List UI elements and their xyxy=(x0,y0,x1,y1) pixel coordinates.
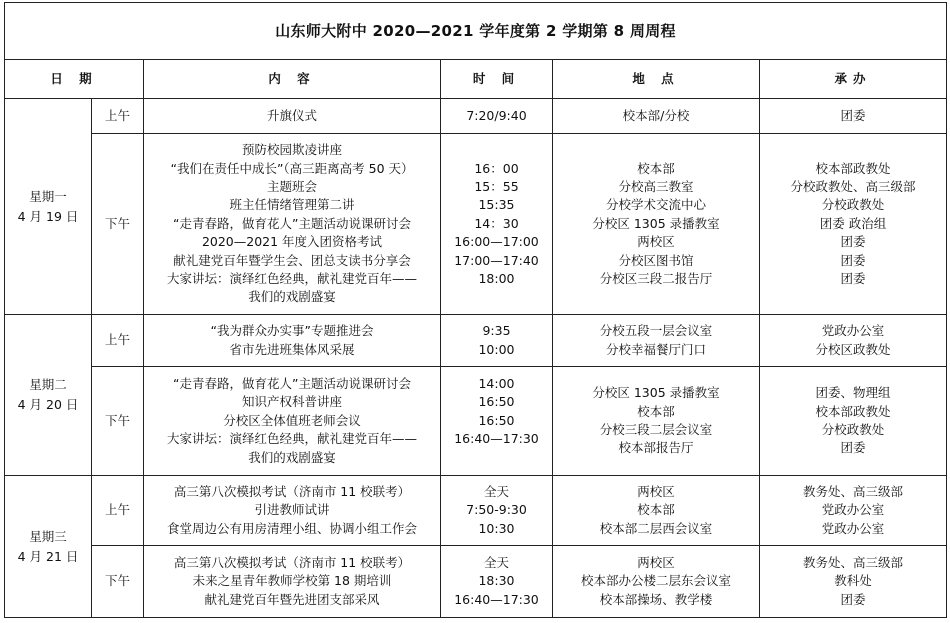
content-cell-line: 班主任情绪管理第二讲 xyxy=(229,197,355,213)
period-label: 上午 xyxy=(92,315,144,367)
host-cell-line: 教务处、高三级部 xyxy=(803,483,904,499)
place-cell-line: 校本部操场、教学楼 xyxy=(599,591,713,607)
host-cell-line: 团委 xyxy=(840,440,866,456)
time-cell-line xyxy=(441,449,552,467)
time-cell-line: 7:20/9:40 xyxy=(466,107,527,123)
time-cell-line: 16:40—17:30 xyxy=(454,591,539,607)
content-cell-line: 省市先进班集体风采展 xyxy=(229,341,355,357)
page-title-text: 山东师大附中 2020—2021 学年度第 2 学期第 8 周周程 xyxy=(275,21,676,40)
host-cell-line: 分校区政教处 xyxy=(815,341,891,357)
host-cell-line: 教科处 xyxy=(834,573,872,589)
schedule-row xyxy=(5,367,947,476)
host-cell xyxy=(760,367,947,476)
time-cell xyxy=(441,546,553,618)
content-cell-line: 主题班会 xyxy=(266,178,317,194)
schedule-row xyxy=(5,315,947,367)
place-cell xyxy=(553,476,760,546)
host-cell-line: 校本部政教处 xyxy=(815,160,891,176)
content-cell-line: 预防校园欺凌讲座 xyxy=(241,142,342,158)
time-cell-line: 15:35 xyxy=(478,197,515,213)
place-cell-line: 校本部 xyxy=(637,502,675,518)
day-name: 星期一 xyxy=(29,188,67,204)
header-date: 日 期 xyxy=(5,60,144,99)
content-cell xyxy=(144,315,441,367)
place-cell-line: 分校幸福餐厅门口 xyxy=(605,341,706,357)
place-cell xyxy=(553,546,760,618)
place-cell-line: 校本部办公楼二层东会议室 xyxy=(580,573,731,589)
content-cell-line: 大家讲坛：演绎红色经典，献礼建党百年—— xyxy=(166,431,417,447)
period-label: 下午 xyxy=(92,134,144,315)
place-cell-line: 分校区 1305 录播教室 xyxy=(592,215,720,231)
content-cell xyxy=(144,134,441,315)
time-cell-line: 全天 xyxy=(483,483,509,499)
time-cell-line: 14:00 xyxy=(478,375,515,391)
place-cell xyxy=(553,134,760,315)
content-cell-line: 我们的戏剧盛宴 xyxy=(248,289,336,305)
time-cell-line: 17:00—17:40 xyxy=(454,252,539,268)
schedule-row xyxy=(5,134,947,315)
schedule-document xyxy=(4,2,946,621)
content-cell-line: 献礼建党百年暨学生会、团总支读书分享会 xyxy=(173,252,411,268)
content-cell xyxy=(144,546,441,618)
host-cell xyxy=(760,476,947,546)
content-cell xyxy=(144,476,441,546)
time-cell xyxy=(441,476,553,546)
header-time: 时 间 xyxy=(441,60,553,99)
time-cell-line: 7:50-9:30 xyxy=(466,502,527,518)
place-cell-line: 校本部 xyxy=(637,403,675,419)
content-cell-line: 食堂周边公有用房清理小组、协调小组工作会 xyxy=(166,520,417,536)
day-cell xyxy=(5,476,92,618)
time-cell-line: 16:50 xyxy=(478,394,515,410)
time-cell xyxy=(441,134,553,315)
content-cell-line: 献礼建党百年暨先进团支部采风 xyxy=(204,591,380,607)
content-cell-line: 分校区全体值班老师会议 xyxy=(223,412,361,428)
time-cell-line: 16：00 xyxy=(474,160,519,176)
time-cell-line: 15：55 xyxy=(474,178,519,194)
place-cell-line: 两校区 xyxy=(637,483,675,499)
time-cell-line: 全天 xyxy=(483,554,509,570)
time-cell-line: 16:50 xyxy=(478,412,515,428)
time-cell xyxy=(441,367,553,476)
content-cell xyxy=(144,367,441,476)
day-name: 星期三 xyxy=(29,528,67,544)
place-cell-line: 校本部 xyxy=(637,160,675,176)
day-date: 4 月 20 日 xyxy=(17,397,79,412)
place-cell-line: 分校区三段二报告厅 xyxy=(599,271,713,287)
content-cell-line: 知识产权科普讲座 xyxy=(241,394,342,410)
content-cell-line: “走青春路，做育花人”主题活动说课研讨会 xyxy=(173,215,411,231)
schedule-row xyxy=(5,99,947,134)
place-cell-line: 两校区 xyxy=(637,554,675,570)
content-cell-line: 2020—2021 年度入团资格考试 xyxy=(201,234,383,250)
day-date: 4 月 21 日 xyxy=(17,548,79,564)
day-cell xyxy=(5,99,92,315)
schedule-table xyxy=(4,2,947,618)
period-label: 下午 xyxy=(92,546,144,618)
time-cell-line: 10:30 xyxy=(478,520,515,536)
place-cell-line: 校本部二层西会议室 xyxy=(599,520,713,536)
day-date: 4 月 19 日 xyxy=(17,208,79,224)
day-cell xyxy=(5,315,92,476)
time-cell-line: 18:00 xyxy=(478,271,515,287)
place-cell-line: 分校五段一层会议室 xyxy=(599,323,713,339)
host-cell-line: 校本部政教处 xyxy=(815,403,891,419)
place-cell-line: 两校区 xyxy=(637,234,675,250)
header-host: 承办 xyxy=(760,60,947,99)
content-cell xyxy=(144,99,441,134)
place-cell-line: 校本部/分校 xyxy=(622,107,690,123)
header-place: 地 点 xyxy=(553,60,760,99)
host-cell-line: 团委 xyxy=(840,271,866,287)
content-cell-line: 我们的戏剧盛宴 xyxy=(248,449,336,465)
place-cell xyxy=(553,367,760,476)
place-cell-line: 校本部报告厅 xyxy=(618,440,694,456)
content-cell-line: 未来之星青年教师学校第 18 期培训 xyxy=(192,573,392,589)
host-cell-line: 分校政教处、高三级部 xyxy=(790,178,916,194)
content-cell-line: 升旗仪式 xyxy=(266,107,317,123)
host-cell-line: 团委 xyxy=(840,252,866,268)
place-cell-line: 分校三段二层会议室 xyxy=(599,422,713,437)
host-cell-line: 党政办公室 xyxy=(821,502,885,518)
time-cell xyxy=(441,99,553,134)
host-cell-line: 团委 政治组 xyxy=(819,215,887,231)
host-cell xyxy=(760,546,947,618)
host-cell-line: 教务处、高三级部 xyxy=(803,554,904,570)
host-cell-line: 团委 xyxy=(840,107,866,123)
host-cell-line: 团委 xyxy=(840,234,866,250)
host-cell xyxy=(760,315,947,367)
host-cell-line: 团委、物理组 xyxy=(815,385,891,401)
time-cell xyxy=(441,315,553,367)
place-cell xyxy=(553,315,760,367)
schedule-row xyxy=(5,476,947,546)
time-cell-line: 9:35 xyxy=(482,323,511,339)
time-cell-line: 10:00 xyxy=(478,341,515,357)
period-label: 下午 xyxy=(92,367,144,476)
content-cell-line: 高三第八次模拟考试（济南市 11 校联考） xyxy=(173,483,411,499)
header-row xyxy=(5,60,947,99)
host-cell-line: 分校政教处 xyxy=(821,197,885,213)
time-cell-line: 16:40—17:30 xyxy=(454,431,539,447)
place-cell-line: 分校区 1305 录播教室 xyxy=(592,385,720,401)
content-cell-line: 大家讲坛：演绎红色经典，献礼建党百年—— xyxy=(166,271,417,287)
place-cell-line: 分校区图书馆 xyxy=(618,252,694,268)
host-cell-line: 党政办公室 xyxy=(821,323,885,339)
content-cell-line: 高三第八次模拟考试（济南市 11 校联考） xyxy=(173,554,411,570)
time-cell-line: 18:30 xyxy=(478,573,515,589)
host-cell-line: 分校政教处 xyxy=(821,422,885,437)
place-cell-line: 分校高三教室 xyxy=(618,178,694,194)
content-cell-line: 引进教师试讲 xyxy=(254,502,330,518)
content-cell-line: “走青春路，做育花人”主题活动说课研讨会 xyxy=(173,375,411,391)
content-cell-line: “我们在责任中成长”（高三距离高考 50 天） xyxy=(170,160,414,176)
place-cell-line: 分校学术交流中心 xyxy=(605,197,706,213)
header-content: 内 容 xyxy=(144,60,441,99)
page-title xyxy=(5,3,947,60)
time-cell-line: 14：30 xyxy=(474,215,519,231)
schedule-row xyxy=(5,546,947,618)
host-cell-line: 党政办公室 xyxy=(821,520,885,536)
place-cell xyxy=(553,99,760,134)
period-label: 上午 xyxy=(92,99,144,134)
period-label: 上午 xyxy=(92,476,144,546)
host-cell xyxy=(760,134,947,315)
host-cell-line: 团委 xyxy=(840,591,866,607)
content-cell-line: “我为群众办实事”专题推进会 xyxy=(210,323,374,339)
time-cell-line: 16:00—17:00 xyxy=(454,234,539,250)
day-name: 星期二 xyxy=(29,377,67,392)
host-cell xyxy=(760,99,947,134)
